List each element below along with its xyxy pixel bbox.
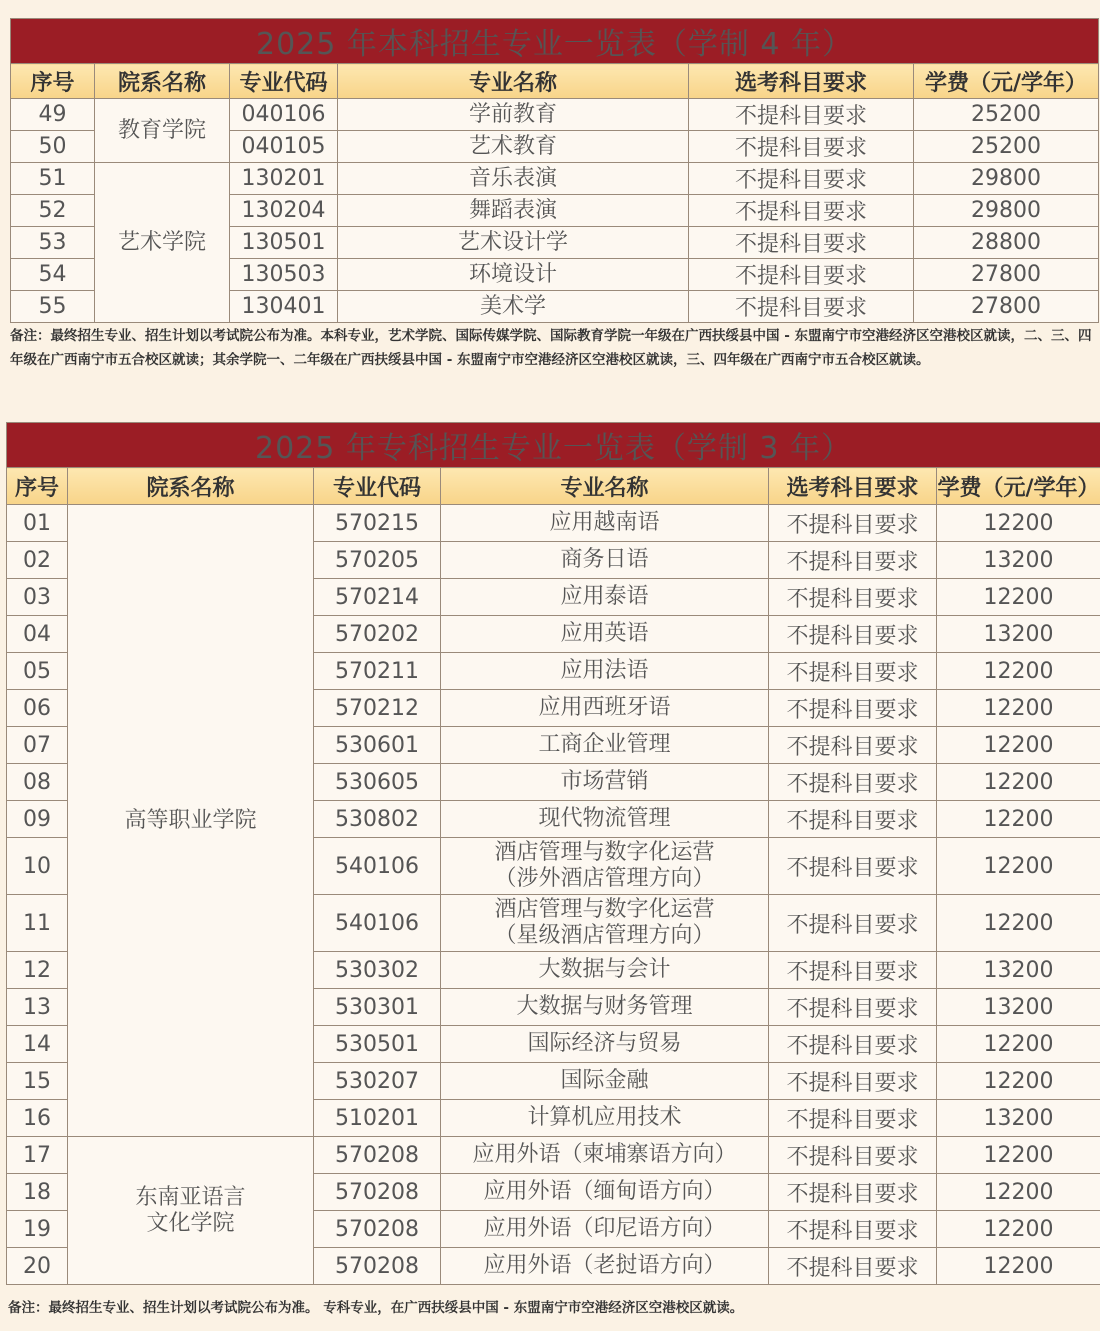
major-code: 130501 xyxy=(230,227,338,259)
major-name: 应用外语（老挝语方向） xyxy=(441,1248,769,1285)
subject-requirement: 不提科目要求 xyxy=(769,616,937,653)
column-header: 院系名称 xyxy=(95,64,230,99)
tuition: 12200 xyxy=(937,1026,1100,1063)
tuition: 25200 xyxy=(914,131,1099,163)
column-header: 专业代码 xyxy=(314,468,441,505)
major-name: 大数据与财务管理 xyxy=(441,989,769,1026)
department-name: 教育学院 xyxy=(95,99,230,163)
major-code: 570208 xyxy=(314,1174,441,1211)
tuition: 12200 xyxy=(937,579,1100,616)
major-code: 530501 xyxy=(314,1026,441,1063)
column-header: 院系名称 xyxy=(68,468,314,505)
major-name: 酒店管理与数字化运营 （涉外酒店管理方向） xyxy=(441,838,769,895)
subject-requirement: 不提科目要求 xyxy=(769,1026,937,1063)
major-code: 570205 xyxy=(314,542,441,579)
major-code: 530301 xyxy=(314,989,441,1026)
column-header: 选考科目要求 xyxy=(769,468,937,505)
major-code: 570215 xyxy=(314,505,441,542)
tuition: 12200 xyxy=(937,764,1100,801)
row-number: 13 xyxy=(7,989,68,1026)
major-name: 应用泰语 xyxy=(441,579,769,616)
major-code: 570208 xyxy=(314,1137,441,1174)
row-number: 52 xyxy=(11,195,95,227)
row-number: 04 xyxy=(7,616,68,653)
subject-requirement: 不提科目要求 xyxy=(769,1100,937,1137)
row-number: 50 xyxy=(11,131,95,163)
column-header: 学费（元/学年） xyxy=(914,64,1099,99)
major-code: 530802 xyxy=(314,801,441,838)
major-name: 应用英语 xyxy=(441,616,769,653)
tuition: 27800 xyxy=(914,291,1099,323)
major-name: 应用越南语 xyxy=(441,505,769,542)
tuition: 13200 xyxy=(937,952,1100,989)
major-name: 国际经济与贸易 xyxy=(441,1026,769,1063)
tuition: 12200 xyxy=(937,505,1100,542)
major-name: 艺术教育 xyxy=(338,131,689,163)
subject-requirement: 不提科目要求 xyxy=(689,195,914,227)
subject-requirement: 不提科目要求 xyxy=(769,1174,937,1211)
row-number: 54 xyxy=(11,259,95,291)
row-number: 18 xyxy=(7,1174,68,1211)
major-name: 国际金融 xyxy=(441,1063,769,1100)
major-code: 530601 xyxy=(314,727,441,764)
major-name: 美术学 xyxy=(338,291,689,323)
column-header: 专业名称 xyxy=(338,64,689,99)
tuition: 12200 xyxy=(937,895,1100,952)
tuition: 25200 xyxy=(914,99,1099,131)
row-number: 15 xyxy=(7,1063,68,1100)
major-name: 舞蹈表演 xyxy=(338,195,689,227)
table-row xyxy=(11,99,1099,131)
subject-requirement: 不提科目要求 xyxy=(689,99,914,131)
row-number: 17 xyxy=(7,1137,68,1174)
tuition: 29800 xyxy=(914,163,1099,195)
table-row xyxy=(11,163,1099,195)
major-code: 130204 xyxy=(230,195,338,227)
row-number: 53 xyxy=(11,227,95,259)
major-name: 工商企业管理 xyxy=(441,727,769,764)
subject-requirement: 不提科目要求 xyxy=(769,579,937,616)
major-code: 570212 xyxy=(314,690,441,727)
major-name: 酒店管理与数字化运营 （星级酒店管理方向） xyxy=(441,895,769,952)
row-number: 02 xyxy=(7,542,68,579)
column-header: 选考科目要求 xyxy=(689,64,914,99)
table-row xyxy=(7,505,1100,542)
subject-requirement: 不提科目要求 xyxy=(769,690,937,727)
undergrad-note: 备注：最终招生专业、招生计划以考试院公布为准。本科专业，艺术学院、国际传媒学院、国际教育学院一年级在广西扶绥县中国 - 东盟南宁市空港经济区空港校区就读，二、三、四年级在广西南宁市五合校区就读；其余学院一、二年级在广西扶绥县中国 - 东盟南宁市空港经济区空港校区就读，三、四年级在广西南宁市五合校区就读。 xyxy=(10,328,1092,368)
major-code: 570208 xyxy=(314,1248,441,1285)
row-number: 16 xyxy=(7,1100,68,1137)
major-code: 530605 xyxy=(314,764,441,801)
row-number: 08 xyxy=(7,764,68,801)
major-code: 040106 xyxy=(230,99,338,131)
major-name: 应用外语（缅甸语方向） xyxy=(441,1174,769,1211)
department-name: 东南亚语言 文化学院 xyxy=(68,1137,314,1285)
tuition: 12200 xyxy=(937,690,1100,727)
major-code: 530302 xyxy=(314,952,441,989)
subject-requirement: 不提科目要求 xyxy=(689,227,914,259)
major-code: 530207 xyxy=(314,1063,441,1100)
major-name: 应用法语 xyxy=(441,653,769,690)
row-number: 07 xyxy=(7,727,68,764)
tuition: 13200 xyxy=(937,616,1100,653)
subject-requirement: 不提科目要求 xyxy=(769,505,937,542)
major-code: 570214 xyxy=(314,579,441,616)
subject-requirement: 不提科目要求 xyxy=(769,801,937,838)
tuition: 27800 xyxy=(914,259,1099,291)
major-code: 570208 xyxy=(314,1211,441,1248)
tuition: 13200 xyxy=(937,542,1100,579)
major-code: 130401 xyxy=(230,291,338,323)
major-name: 大数据与会计 xyxy=(441,952,769,989)
subject-requirement: 不提科目要求 xyxy=(689,131,914,163)
major-code: 540106 xyxy=(314,895,441,952)
row-number: 19 xyxy=(7,1211,68,1248)
major-code: 040105 xyxy=(230,131,338,163)
row-number: 12 xyxy=(7,952,68,989)
major-name: 市场营销 xyxy=(441,764,769,801)
tuition: 28800 xyxy=(914,227,1099,259)
subject-requirement: 不提科目要求 xyxy=(769,1211,937,1248)
subject-requirement: 不提科目要求 xyxy=(769,895,937,952)
tuition: 12200 xyxy=(937,1174,1100,1211)
row-number: 51 xyxy=(11,163,95,195)
department-name: 艺术学院 xyxy=(95,163,230,323)
subject-requirement: 不提科目要求 xyxy=(769,1063,937,1100)
row-number: 05 xyxy=(7,653,68,690)
column-header: 序号 xyxy=(7,468,68,505)
tuition: 12200 xyxy=(937,653,1100,690)
major-name: 现代物流管理 xyxy=(441,801,769,838)
tuition: 12200 xyxy=(937,1137,1100,1174)
department-name: 高等职业学院 xyxy=(68,505,314,1137)
row-number: 55 xyxy=(11,291,95,323)
header-row xyxy=(11,64,1099,99)
subject-requirement: 不提科目要求 xyxy=(689,259,914,291)
college-table xyxy=(6,422,1100,1285)
subject-requirement: 不提科目要求 xyxy=(689,163,914,195)
subject-requirement: 不提科目要求 xyxy=(769,1248,937,1285)
major-name: 应用外语（柬埔寨语方向） xyxy=(441,1137,769,1174)
row-number: 11 xyxy=(7,895,68,952)
column-header: 序号 xyxy=(11,64,95,99)
column-header: 学费（元/学年） xyxy=(937,468,1100,505)
subject-requirement: 不提科目要求 xyxy=(769,1137,937,1174)
row-number: 20 xyxy=(7,1248,68,1285)
subject-requirement: 不提科目要求 xyxy=(769,952,937,989)
major-name: 计算机应用技术 xyxy=(441,1100,769,1137)
tuition: 12200 xyxy=(937,727,1100,764)
tuition: 12200 xyxy=(937,801,1100,838)
major-name: 学前教育 xyxy=(338,99,689,131)
subject-requirement: 不提科目要求 xyxy=(769,727,937,764)
subject-requirement: 不提科目要求 xyxy=(769,989,937,1026)
major-code: 510201 xyxy=(314,1100,441,1137)
table-row xyxy=(7,1137,1100,1174)
header-row xyxy=(7,468,1100,505)
tuition: 12200 xyxy=(937,1211,1100,1248)
major-name: 应用外语（印尼语方向） xyxy=(441,1211,769,1248)
row-number: 03 xyxy=(7,579,68,616)
row-number: 14 xyxy=(7,1026,68,1063)
subject-requirement: 不提科目要求 xyxy=(769,838,937,895)
subject-requirement: 不提科目要求 xyxy=(769,653,937,690)
row-number: 49 xyxy=(11,99,95,131)
major-name: 艺术设计学 xyxy=(338,227,689,259)
tuition: 12200 xyxy=(937,1063,1100,1100)
tuition: 13200 xyxy=(937,1100,1100,1137)
undergrad-title: 2025 年本科招生专业一览表（学制 4 年） xyxy=(11,19,1099,64)
major-name: 商务日语 xyxy=(441,542,769,579)
tuition: 29800 xyxy=(914,195,1099,227)
major-code: 130201 xyxy=(230,163,338,195)
major-code: 570202 xyxy=(314,616,441,653)
major-name: 音乐表演 xyxy=(338,163,689,195)
major-name: 应用西班牙语 xyxy=(441,690,769,727)
tuition: 12200 xyxy=(937,838,1100,895)
tuition: 12200 xyxy=(937,1248,1100,1285)
row-number: 06 xyxy=(7,690,68,727)
subject-requirement: 不提科目要求 xyxy=(689,291,914,323)
row-number: 01 xyxy=(7,505,68,542)
subject-requirement: 不提科目要求 xyxy=(769,542,937,579)
tuition: 13200 xyxy=(937,989,1100,1026)
row-number: 10 xyxy=(7,838,68,895)
college-note: 备注：最终招生专业、招生计划以考试院公布为准。 专科专业，在广西扶绥县中国 - 东盟南宁市空港经济区空港校区就读。 xyxy=(8,1300,744,1316)
column-header: 专业代码 xyxy=(230,64,338,99)
major-code: 570211 xyxy=(314,653,441,690)
undergrad-table xyxy=(10,18,1099,323)
major-code: 540106 xyxy=(314,838,441,895)
row-number: 09 xyxy=(7,801,68,838)
major-code: 130503 xyxy=(230,259,338,291)
college-title: 2025 年专科招生专业一览表（学制 3 年） xyxy=(7,423,1100,468)
major-name: 环境设计 xyxy=(338,259,689,291)
subject-requirement: 不提科目要求 xyxy=(769,764,937,801)
column-header: 专业名称 xyxy=(441,468,769,505)
